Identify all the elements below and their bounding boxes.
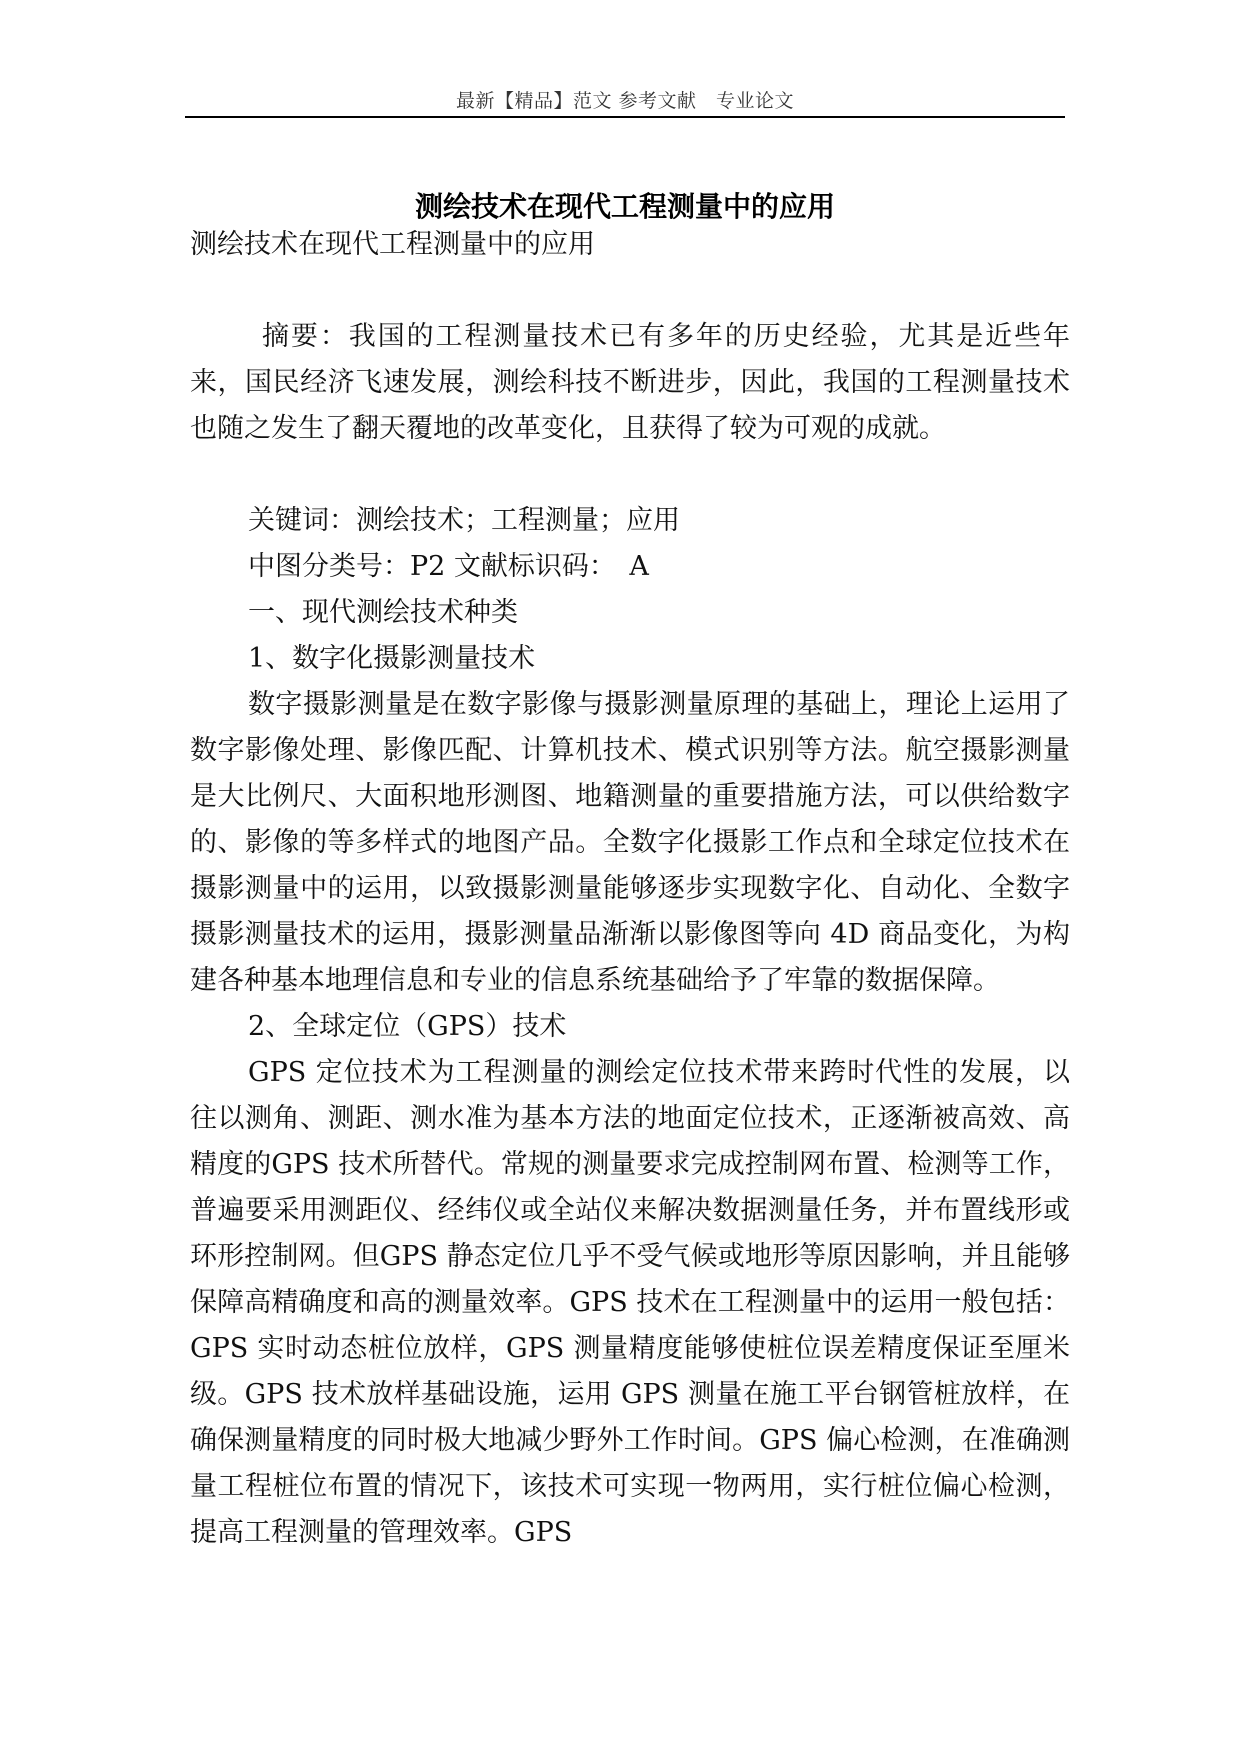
document-title: 测绘技术在现代工程测量中的应用 xyxy=(414,189,835,223)
subsection-heading-2: 2、全球定位（GPS）技术 xyxy=(248,1011,567,1042)
running-header: 最新【精品】范文 参考文献 专业论文 xyxy=(455,90,795,112)
subsection-heading-1: 1、数字化摄影测量技术 xyxy=(248,643,536,674)
body-paragraph-1: 数字摄影测量是在数字影像与摄影测量原理的基础上，理论上运用了数字影像处理、影像匹配、计算机技术、模式识别等方法。航空摄影测量是大比例尺、大面积地形测图、地籍测量的重要措施方法，可以供给数字的、影像的等多样式的地图产品。全数字化摄影工作点和全球定位技术在摄影测量中的运用，以致摄影测量能够逐步实现数字化、自动化、全数字摄影测量技术的运用，摄影测量品渐渐以影像图等向 4D 商品变化，为构建各种基本地理信息和专业的信息系统基础给予了牢靠的数据保障。 xyxy=(190,689,1070,996)
document-subtitle: 测绘技术在现代工程测量中的应用 xyxy=(190,229,595,260)
abstract-paragraph: 摘要：我国的工程测量技术已有多年的历史经验，尤其是近些年来，国民经济飞速发展，测绘科技不断进步，因此，我国的工程测量技术也随之发生了翻天覆地的改革变化，且获得了较为可观的成就。 xyxy=(190,321,1070,444)
classification-line: 中图分类号：P2 文献标识码： A xyxy=(248,551,649,582)
document-body xyxy=(190,222,1070,1556)
section-heading-1: 一、现代测绘技术种类 xyxy=(248,597,518,628)
header-divider xyxy=(185,116,1065,118)
body-paragraph-2: GPS 定位技术为工程测量的测绘定位技术带来跨时代性的发展，以往以测角、测距、测水准为基本方法的地面定位技术，正逐渐被高效、高精度的GPS 技术所替代。常规的测量要求完成控制网布置、检测等工作，普遍要采用测距仪、经纬仪或全站仪来解决数据测量任务，并布置线形或环形控制网。但GPS 静态定位几乎不受气候或地形等原因影响，并且能够保障高精确度和高的测量效率。GPS 技术在工程测量中的运用一般包括：GPS 实时动态桩位放样，GPS 测量精度能够使桩位误差精度保证至厘米级。GPS 技术放样基础设施，运用 GPS 测量在施工平台钢管桩放样，在确保测量精度的同时极大地减少野外工作时间。GPS 偏心检测，在准确测量工程桩位布置的情况下，该技术可实现一物两用，实行桩位偏心检测，提高工程测量的管理效率。GPS xyxy=(190,1057,1070,1548)
keywords-line: 关键词：测绘技术；工程测量；应用 xyxy=(248,505,680,536)
